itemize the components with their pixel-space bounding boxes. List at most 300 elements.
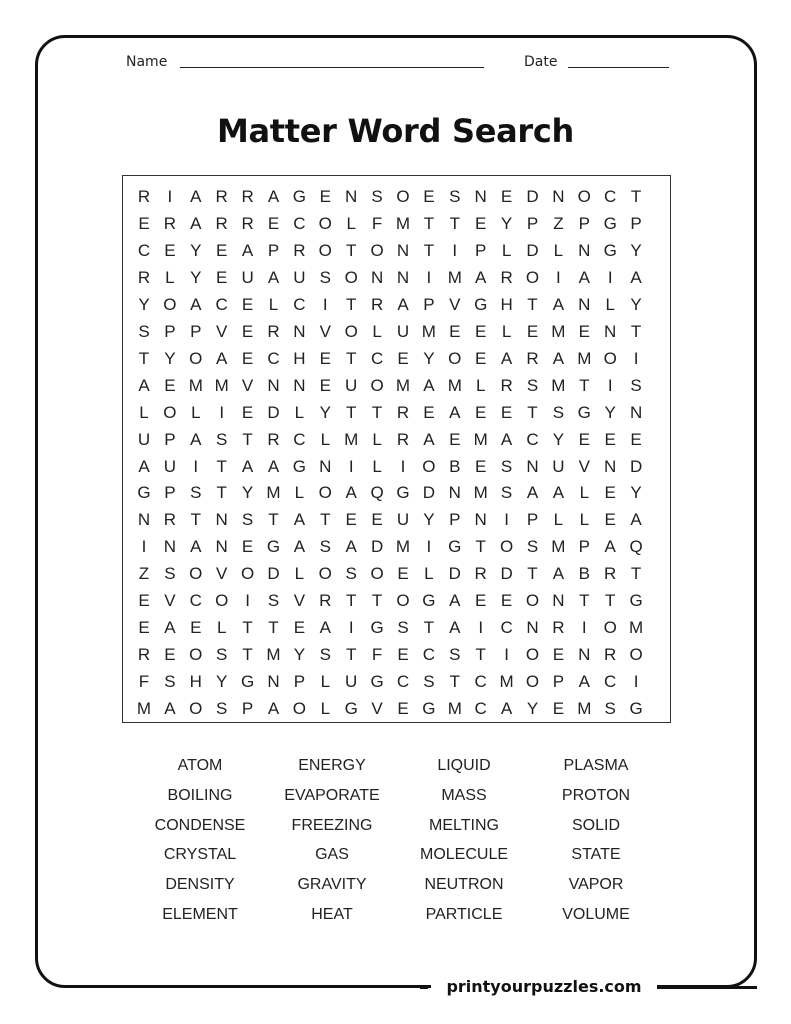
grid-cell[interactable]: D <box>526 240 539 260</box>
grid-cell[interactable]: A <box>475 267 487 287</box>
grid-cell[interactable]: C <box>293 294 306 314</box>
grid-cell[interactable]: P <box>423 294 435 314</box>
grid-cell[interactable]: N <box>526 618 539 638</box>
grid-cell[interactable]: E <box>319 375 331 395</box>
grid-cell[interactable]: R <box>215 187 228 206</box>
grid-cell[interactable]: I <box>348 618 354 638</box>
grid-cell[interactable]: E <box>604 510 616 530</box>
grid-cell[interactable]: T <box>449 213 460 233</box>
grid-cell[interactable]: R <box>163 213 177 233</box>
grid-cell[interactable]: E <box>500 591 513 611</box>
grid-cell[interactable]: A <box>138 375 150 395</box>
grid-cell[interactable]: Y <box>630 240 642 260</box>
grid-cell[interactable]: U <box>137 429 151 449</box>
grid-cell[interactable]: N <box>267 375 280 395</box>
grid-cell[interactable]: Y <box>319 402 331 422</box>
grid-cell[interactable]: P <box>190 321 202 341</box>
grid-cell[interactable]: G <box>370 618 384 638</box>
grid-cell[interactable]: E <box>500 187 513 206</box>
grid-cell[interactable]: E <box>371 510 383 530</box>
grid-cell[interactable]: T <box>371 402 383 422</box>
grid-cell[interactable]: M <box>447 375 462 395</box>
grid-cell[interactable]: S <box>319 537 331 557</box>
grid-cell[interactable]: E <box>552 645 565 665</box>
grid-cell[interactable]: N <box>293 321 306 341</box>
grid-cell[interactable]: P <box>475 240 487 260</box>
grid-cell[interactable]: Y <box>630 294 642 314</box>
grid-cell[interactable]: M <box>344 429 359 449</box>
grid-cell[interactable]: P <box>241 699 254 719</box>
grid-cell[interactable]: R <box>163 510 177 530</box>
grid-cell[interactable]: B <box>578 564 590 584</box>
grid-cell[interactable]: G <box>396 483 410 503</box>
grid-cell[interactable]: N <box>293 375 306 395</box>
grid-cell[interactable]: S <box>190 483 202 503</box>
grid-cell[interactable]: I <box>633 672 639 692</box>
grid-cell[interactable]: F <box>371 645 383 665</box>
grid-cell[interactable]: E <box>604 429 616 449</box>
grid-cell[interactable]: F <box>138 672 150 692</box>
grid-cell[interactable]: C <box>137 240 151 260</box>
grid-cell[interactable]: L <box>475 375 486 395</box>
grid-cell[interactable]: N <box>215 537 228 557</box>
grid-cell[interactable]: O <box>318 564 332 584</box>
grid-cell[interactable]: N <box>163 537 177 557</box>
grid-cell[interactable]: L <box>191 402 201 422</box>
grid-cell[interactable]: A <box>552 564 565 584</box>
grid-cell[interactable]: N <box>552 591 565 611</box>
grid-cell[interactable]: S <box>138 321 150 341</box>
grid-cell[interactable]: Y <box>500 213 513 233</box>
grid-cell[interactable]: N <box>629 402 643 422</box>
grid-cell[interactable]: T <box>371 591 383 611</box>
grid-cell[interactable]: L <box>294 402 305 422</box>
grid-cell[interactable]: R <box>500 267 513 287</box>
grid-cell[interactable]: S <box>500 483 513 503</box>
grid-cell[interactable]: N <box>552 187 565 206</box>
grid-cell[interactable]: V <box>216 564 228 584</box>
grid-cell[interactable]: V <box>241 375 254 395</box>
grid-cell[interactable]: N <box>526 456 539 476</box>
grid-cell[interactable]: A <box>267 187 280 206</box>
grid-cell[interactable]: V <box>371 699 383 719</box>
grid-cell[interactable]: L <box>605 294 615 314</box>
grid-cell[interactable]: G <box>448 537 462 557</box>
grid-cell[interactable]: S <box>371 187 383 206</box>
grid-cell[interactable]: L <box>424 564 434 584</box>
grid-cell[interactable]: C <box>604 672 617 692</box>
grid-cell[interactable]: A <box>449 402 461 422</box>
grid-cell[interactable]: L <box>320 672 331 692</box>
grid-cell[interactable]: M <box>499 672 514 692</box>
grid-cell[interactable]: R <box>396 429 410 449</box>
grid-cell[interactable]: O <box>525 267 540 287</box>
grid-cell[interactable]: M <box>188 375 203 395</box>
grid-cell[interactable]: P <box>630 213 642 233</box>
grid-cell[interactable]: S <box>604 699 616 719</box>
grid-cell[interactable]: I <box>452 240 458 260</box>
grid-cell[interactable]: G <box>422 591 436 611</box>
grid-cell[interactable]: E <box>475 348 487 368</box>
grid-cell[interactable]: E <box>630 429 642 449</box>
grid-cell[interactable]: V <box>319 321 331 341</box>
grid-cell[interactable]: R <box>241 187 254 206</box>
grid-cell[interactable]: S <box>164 672 176 692</box>
grid-cell[interactable]: M <box>395 375 411 395</box>
grid-cell[interactable]: E <box>267 213 280 233</box>
grid-cell[interactable]: L <box>165 267 175 287</box>
grid-cell[interactable]: I <box>633 348 639 368</box>
grid-cell[interactable]: I <box>607 375 613 395</box>
grid-cell[interactable]: Y <box>604 402 616 422</box>
grid-cell[interactable]: O <box>344 267 358 287</box>
grid-cell[interactable]: T <box>527 402 538 422</box>
grid-cell[interactable]: C <box>474 672 487 692</box>
grid-cell[interactable]: A <box>449 618 461 638</box>
grid-cell[interactable]: T <box>138 348 150 368</box>
grid-cell[interactable]: S <box>319 267 331 287</box>
grid-cell[interactable]: N <box>215 510 228 530</box>
grid-cell[interactable]: O <box>318 483 332 503</box>
grid-cell[interactable]: D <box>370 537 384 557</box>
grid-cell[interactable]: T <box>423 618 435 638</box>
grid-cell[interactable]: L <box>320 429 331 449</box>
grid-cell[interactable]: T <box>345 645 357 665</box>
grid-cell[interactable]: Y <box>423 348 435 368</box>
grid-cell[interactable]: M <box>473 429 488 449</box>
grid-cell[interactable]: T <box>475 645 486 665</box>
grid-cell[interactable]: U <box>396 510 410 530</box>
grid-cell[interactable]: R <box>370 294 384 314</box>
grid-cell[interactable]: L <box>294 483 305 503</box>
grid-cell[interactable]: T <box>216 456 227 476</box>
grid-cell[interactable]: I <box>400 456 406 476</box>
grid-cell[interactable]: E <box>319 187 331 206</box>
grid-cell[interactable]: E <box>216 267 228 287</box>
grid-cell[interactable]: U <box>345 672 358 692</box>
grid-cell[interactable]: L <box>501 321 512 341</box>
grid-cell[interactable]: E <box>241 402 254 422</box>
grid-cell[interactable]: E <box>449 429 461 449</box>
grid-cell[interactable]: T <box>630 321 642 341</box>
grid-cell[interactable]: O <box>499 537 514 557</box>
grid-cell[interactable]: R <box>215 213 228 233</box>
grid-cell[interactable]: E <box>578 321 590 341</box>
grid-cell[interactable]: A <box>190 537 202 557</box>
grid-cell[interactable]: P <box>164 483 176 503</box>
grid-cell[interactable]: N <box>604 321 617 341</box>
grid-cell[interactable]: Y <box>138 294 150 314</box>
grid-cell[interactable]: A <box>190 294 202 314</box>
grid-cell[interactable]: T <box>579 591 590 611</box>
grid-cell[interactable]: A <box>423 429 435 449</box>
grid-cell[interactable]: A <box>190 187 202 206</box>
grid-cell[interactable]: L <box>372 456 382 476</box>
grid-cell[interactable]: E <box>397 645 409 665</box>
grid-cell[interactable]: N <box>267 672 280 692</box>
grid-cell[interactable]: N <box>578 240 591 260</box>
grid-cell[interactable]: R <box>500 375 513 395</box>
grid-cell[interactable]: C <box>293 213 306 233</box>
grid-cell[interactable]: A <box>345 537 357 557</box>
grid-cell[interactable]: S <box>526 375 539 395</box>
grid-cell[interactable]: I <box>426 267 432 287</box>
grid-cell[interactable]: O <box>370 375 384 395</box>
grid-cell[interactable]: L <box>372 429 382 449</box>
grid-cell[interactable]: T <box>268 510 279 530</box>
grid-cell[interactable]: O <box>240 564 255 584</box>
grid-cell[interactable]: T <box>242 429 253 449</box>
grid-cell[interactable]: U <box>293 267 306 287</box>
grid-cell[interactable]: A <box>500 699 513 719</box>
grid-cell[interactable]: I <box>581 618 587 638</box>
grid-cell[interactable]: E <box>241 537 254 557</box>
grid-cell[interactable]: C <box>474 699 487 719</box>
grid-cell[interactable]: T <box>242 618 253 638</box>
grid-cell[interactable]: T <box>216 483 227 503</box>
grid-cell[interactable]: R <box>293 240 306 260</box>
grid-cell[interactable]: S <box>267 591 280 611</box>
grid-cell[interactable]: I <box>504 510 509 530</box>
grid-cell[interactable]: I <box>607 267 613 287</box>
grid-cell[interactable]: N <box>474 187 487 206</box>
grid-cell[interactable]: G <box>137 483 151 503</box>
grid-cell[interactable]: I <box>219 402 225 422</box>
grid-cell[interactable]: R <box>137 645 151 665</box>
grid-cell[interactable]: A <box>630 267 642 287</box>
grid-cell[interactable]: I <box>426 537 432 557</box>
grid-cell[interactable]: S <box>319 645 331 665</box>
grid-cell[interactable]: U <box>345 375 358 395</box>
grid-cell[interactable]: A <box>190 429 202 449</box>
grid-cell[interactable]: M <box>266 645 281 665</box>
grid-cell[interactable]: L <box>346 213 356 233</box>
grid-cell[interactable]: G <box>240 672 255 692</box>
grid-cell[interactable]: G <box>577 402 591 422</box>
grid-cell[interactable]: E <box>526 321 539 341</box>
grid-cell[interactable]: E <box>475 591 487 611</box>
grid-cell[interactable]: E <box>293 618 306 638</box>
grid-cell[interactable]: I <box>504 645 509 665</box>
grid-cell[interactable]: C <box>189 591 202 611</box>
grid-cell[interactable]: O <box>189 699 203 719</box>
grid-cell[interactable]: A <box>552 348 565 368</box>
grid-cell[interactable]: G <box>292 456 306 476</box>
grid-cell[interactable]: T <box>268 618 279 638</box>
grid-cell[interactable]: A <box>526 483 539 503</box>
grid-cell[interactable]: M <box>214 375 229 395</box>
grid-cell[interactable]: O <box>189 564 203 584</box>
grid-cell[interactable]: S <box>552 402 565 422</box>
grid-cell[interactable]: L <box>501 240 512 260</box>
grid-cell[interactable]: E <box>138 213 150 233</box>
grid-cell[interactable]: Y <box>552 429 565 449</box>
grid-cell[interactable]: N <box>137 510 151 530</box>
grid-cell[interactable]: A <box>267 699 280 719</box>
grid-cell[interactable]: O <box>603 348 617 368</box>
grid-cell[interactable]: E <box>241 294 254 314</box>
grid-cell[interactable]: D <box>629 456 643 476</box>
grid-cell[interactable]: A <box>345 483 357 503</box>
grid-cell[interactable]: T <box>345 348 357 368</box>
grid-cell[interactable]: B <box>449 456 461 476</box>
grid-cell[interactable]: Y <box>293 645 306 665</box>
grid-cell[interactable]: D <box>267 402 280 422</box>
grid-cell[interactable]: C <box>604 187 617 206</box>
grid-cell[interactable]: C <box>396 672 410 692</box>
grid-cell[interactable]: O <box>292 699 306 719</box>
grid-cell[interactable]: U <box>396 321 410 341</box>
grid-cell[interactable]: S <box>500 456 513 476</box>
grid-cell[interactable]: P <box>526 510 539 530</box>
grid-cell[interactable]: A <box>241 456 254 476</box>
grid-cell[interactable]: A <box>397 294 409 314</box>
grid-cell[interactable]: M <box>551 321 566 341</box>
grid-cell[interactable]: C <box>370 348 384 368</box>
grid-cell[interactable]: M <box>551 375 566 395</box>
grid-cell[interactable]: A <box>216 348 228 368</box>
grid-cell[interactable]: A <box>449 591 461 611</box>
grid-cell[interactable]: O <box>215 591 229 611</box>
grid-cell[interactable]: T <box>527 294 538 314</box>
grid-cell[interactable]: F <box>371 213 383 233</box>
grid-cell[interactable]: I <box>193 456 199 476</box>
grid-cell[interactable]: C <box>215 294 228 314</box>
grid-cell[interactable]: A <box>164 618 176 638</box>
grid-cell[interactable]: O <box>318 213 332 233</box>
grid-cell[interactable]: E <box>500 402 513 422</box>
grid-cell[interactable]: N <box>604 456 617 476</box>
grid-cell[interactable]: S <box>216 699 228 719</box>
grid-cell[interactable]: H <box>500 294 513 314</box>
grid-cell[interactable]: M <box>447 699 462 719</box>
grid-cell[interactable]: E <box>475 456 487 476</box>
grid-cell[interactable]: T <box>475 537 486 557</box>
grid-cell[interactable]: P <box>267 240 280 260</box>
grid-cell[interactable]: Y <box>190 267 202 287</box>
grid-cell[interactable]: M <box>577 348 592 368</box>
grid-cell[interactable]: Y <box>241 483 254 503</box>
grid-cell[interactable]: N <box>396 240 410 260</box>
grid-cell[interactable]: O <box>189 348 203 368</box>
grid-cell[interactable]: O <box>396 591 410 611</box>
grid-cell[interactable]: C <box>293 429 306 449</box>
grid-cell[interactable]: A <box>138 456 150 476</box>
grid-cell[interactable]: E <box>241 321 254 341</box>
grid-cell[interactable]: T <box>449 672 460 692</box>
grid-cell[interactable]: M <box>395 537 411 557</box>
grid-cell[interactable]: N <box>578 645 591 665</box>
grid-cell[interactable]: R <box>396 402 410 422</box>
grid-cell[interactable]: Z <box>138 564 150 584</box>
grid-cell[interactable]: N <box>474 510 487 530</box>
grid-cell[interactable]: I <box>348 456 354 476</box>
grid-cell[interactable]: Y <box>190 240 202 260</box>
grid-cell[interactable]: M <box>266 483 281 503</box>
grid-cell[interactable]: H <box>189 672 202 692</box>
grid-cell[interactable]: O <box>370 564 384 584</box>
grid-cell[interactable]: L <box>579 483 590 503</box>
grid-cell[interactable]: T <box>320 510 331 530</box>
grid-cell[interactable]: U <box>163 456 177 476</box>
grid-cell[interactable]: A <box>164 699 176 719</box>
grid-cell[interactable]: E <box>578 429 590 449</box>
grid-cell[interactable]: Y <box>423 510 435 530</box>
grid-cell[interactable]: S <box>216 429 228 449</box>
grid-cell[interactable]: U <box>241 267 254 287</box>
grid-cell[interactable]: G <box>603 240 617 260</box>
grid-cell[interactable]: L <box>320 699 331 719</box>
grid-cell[interactable]: M <box>577 699 592 719</box>
grid-cell[interactable]: I <box>141 537 147 557</box>
grid-cell[interactable]: M <box>551 537 566 557</box>
grid-cell[interactable]: D <box>422 483 436 503</box>
grid-cell[interactable]: N <box>319 456 332 476</box>
grid-cell[interactable]: I <box>556 267 561 287</box>
grid-cell[interactable]: M <box>395 213 411 233</box>
grid-cell[interactable]: G <box>370 672 384 692</box>
grid-cell[interactable]: U <box>552 456 565 476</box>
grid-cell[interactable]: T <box>345 591 357 611</box>
grid-cell[interactable]: M <box>136 699 152 719</box>
grid-cell[interactable]: P <box>526 213 539 233</box>
grid-cell[interactable]: O <box>603 618 617 638</box>
grid-cell[interactable]: V <box>164 591 176 611</box>
grid-cell[interactable]: T <box>630 564 642 584</box>
grid-cell[interactable]: T <box>604 591 616 611</box>
grid-cell[interactable]: O <box>525 672 540 692</box>
grid-cell[interactable]: M <box>421 321 436 341</box>
grid-cell[interactable]: O <box>422 456 436 476</box>
grid-cell[interactable]: V <box>216 321 228 341</box>
grid-cell[interactable]: R <box>474 564 487 584</box>
grid-cell[interactable]: N <box>448 483 461 503</box>
grid-cell[interactable]: E <box>397 564 409 584</box>
grid-cell[interactable]: T <box>630 187 642 206</box>
grid-cell[interactable]: O <box>577 187 591 206</box>
grid-cell[interactable]: D <box>526 187 539 206</box>
grid-cell[interactable]: Q <box>629 537 643 557</box>
grid-cell[interactable]: D <box>500 564 513 584</box>
grid-cell[interactable]: T <box>190 510 201 530</box>
grid-cell[interactable]: R <box>137 267 151 287</box>
grid-cell[interactable]: E <box>164 240 176 260</box>
grid-cell[interactable]: R <box>241 213 254 233</box>
grid-cell[interactable]: L <box>579 510 590 530</box>
grid-cell[interactable]: G <box>422 699 436 719</box>
grid-cell[interactable]: S <box>526 537 539 557</box>
grid-cell[interactable]: R <box>552 618 565 638</box>
grid-cell[interactable]: L <box>268 294 279 314</box>
grid-cell[interactable]: A <box>500 429 513 449</box>
grid-cell[interactable]: O <box>318 240 332 260</box>
grid-cell[interactable]: P <box>449 510 461 530</box>
grid-cell[interactable]: E <box>475 321 487 341</box>
grid-cell[interactable]: R <box>319 591 332 611</box>
grid-cell[interactable]: N <box>396 267 410 287</box>
grid-cell[interactable]: R <box>604 645 617 665</box>
grid-cell[interactable]: E <box>319 348 331 368</box>
grid-cell[interactable]: G <box>344 699 358 719</box>
grid-cell[interactable]: O <box>629 645 643 665</box>
grid-cell[interactable]: E <box>449 321 461 341</box>
grid-cell[interactable]: E <box>138 591 150 611</box>
grid-cell[interactable]: L <box>553 240 564 260</box>
grid-cell[interactable]: M <box>473 483 488 503</box>
grid-cell[interactable]: S <box>449 645 461 665</box>
grid-cell[interactable]: A <box>293 510 306 530</box>
grid-cell[interactable]: Z <box>553 213 564 233</box>
